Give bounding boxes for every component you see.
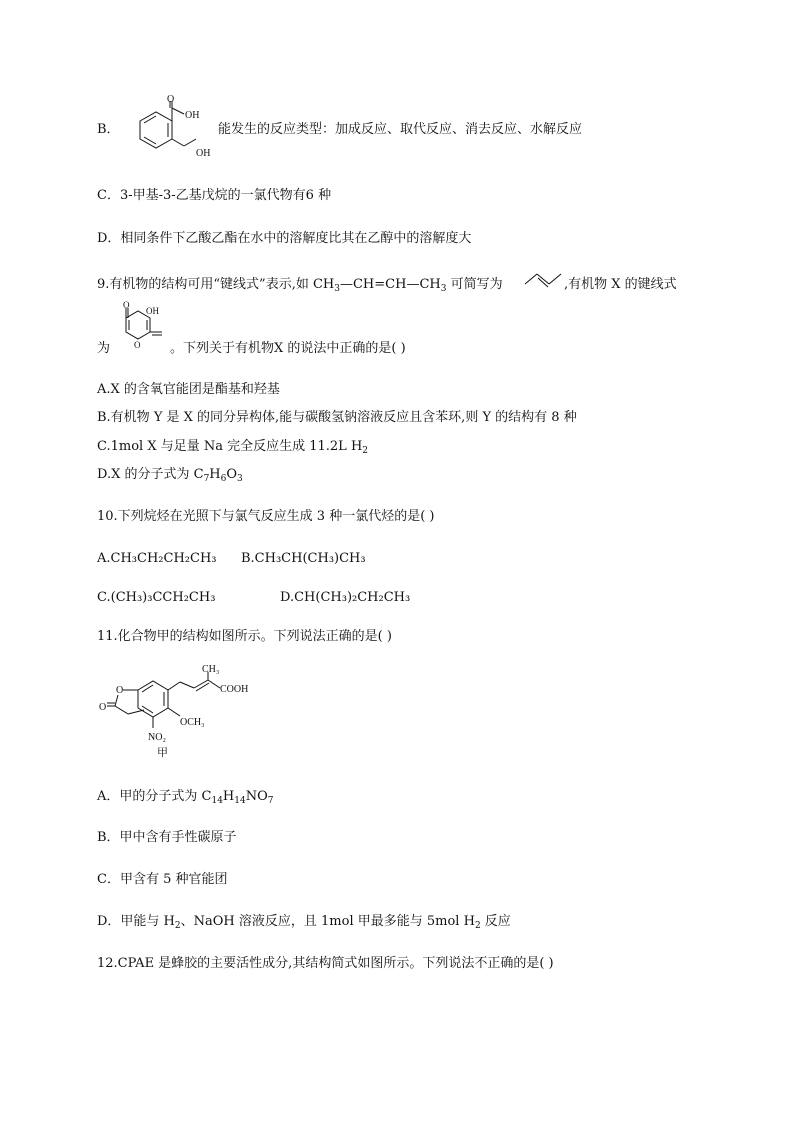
q11-option-d: D．甲能与 $H_2$、NaOH 溶液反应，且 1mol 甲最多能与 5mol $H_2$ 反应 xyxy=(97,914,511,931)
alcohol-oh-label: OH xyxy=(196,148,211,159)
structure-x-pyranone xyxy=(108,300,170,356)
q8-option-b-label: B． xyxy=(97,122,120,137)
ring-o-label: O xyxy=(134,340,141,350)
methoxy-label: OCH₃ xyxy=(180,717,205,728)
q8-option-b-text: 能发生的反应类型：加成反应、取代反应、消去反应、水解反应 xyxy=(218,122,583,137)
q8-option-b xyxy=(97,121,120,139)
q11-stem: 11.化合物甲的结构如图所示。下列说法正确的是( ) xyxy=(97,629,392,644)
ketone-o-label: O xyxy=(123,300,130,310)
lactone-ring-o-label: O xyxy=(116,685,124,696)
acid-oh-label: OH xyxy=(185,110,200,121)
q10-stem: 10.下列烷烃在光照下与氯气反应生成 3 种一氯代烃的是( ) xyxy=(97,509,435,524)
q9-stem-end: ,有机物 X 的键线式 xyxy=(564,277,677,292)
carboxyl-label: COOH xyxy=(220,684,249,695)
lactone-carbonyl-o-label: O xyxy=(99,702,107,713)
carbonyl-o-label: O xyxy=(167,94,175,105)
q10-option-c: C.(CH₃)₃CCH₂CH₃ xyxy=(97,590,216,605)
q10-option-d: D.CH(CH₃)₂CH₂CH₃ xyxy=(280,590,411,605)
compound-caption: 甲 xyxy=(157,747,168,759)
structure-compound-jia xyxy=(96,664,266,764)
q11-option-c: C．甲含有 5 种官能团 xyxy=(97,872,228,887)
q9-option-c: C.1mol X 与足量 Na 完全反应生成 11.2L $H_2$ xyxy=(97,439,369,456)
q9-stem: 9.有机物的结构可用“键线式”表示,如 $CH_3—CH=CH—CH_3$ 可简写为 xyxy=(97,277,503,294)
q9-option-b: B.有机物 Y 是 X 的同分异构体,能与碳酸氢钠溶液反应且含苯环,则 Y 的结构有 8 种 xyxy=(97,410,577,425)
q10-option-b: B.CH₃CH(CH₃)CH₃ xyxy=(241,551,366,566)
q8-option-d: D．相同条件下乙酸乙酯在水中的溶解度比其在乙醇中的溶解度大 xyxy=(97,231,472,246)
q12-stem: 12.CPAE 是蜂胶的主要活性成分,其结构简式如图所示。下列说法不正确的是( ) xyxy=(97,956,554,971)
q11-option-b: B．甲中含有手性碳原子 xyxy=(97,830,237,845)
q8-option-c: C．3-甲基-3-乙基戊烷的一氯代物有6 种 xyxy=(97,188,332,203)
q9-stem-line2-start: 为 xyxy=(97,341,111,356)
q9-option-d: D.X 的分子式为 $C_7H_6O_3$ xyxy=(97,467,243,484)
but-2-ene-skeletal-structure xyxy=(523,268,563,292)
hydroxyl-label: OH xyxy=(146,306,159,316)
methyl-label: CH₃ xyxy=(202,664,220,675)
nitro-label: NO₂ xyxy=(148,732,166,743)
q11-option-a: A．甲的分子式为 $C_{14}H_{14}NO_7$ xyxy=(97,789,274,806)
q9-option-a: A.X 的含氧官能团是酯基和羟基 xyxy=(97,382,280,397)
structure-2-hydroxyethylbenzoic-acid xyxy=(118,94,218,164)
q9-stem-line2: 。下列关于有机物X 的说法中正确的是( ) xyxy=(170,341,406,356)
q10-option-a: A.CH₃CH₂CH₂CH₃ xyxy=(97,551,217,566)
